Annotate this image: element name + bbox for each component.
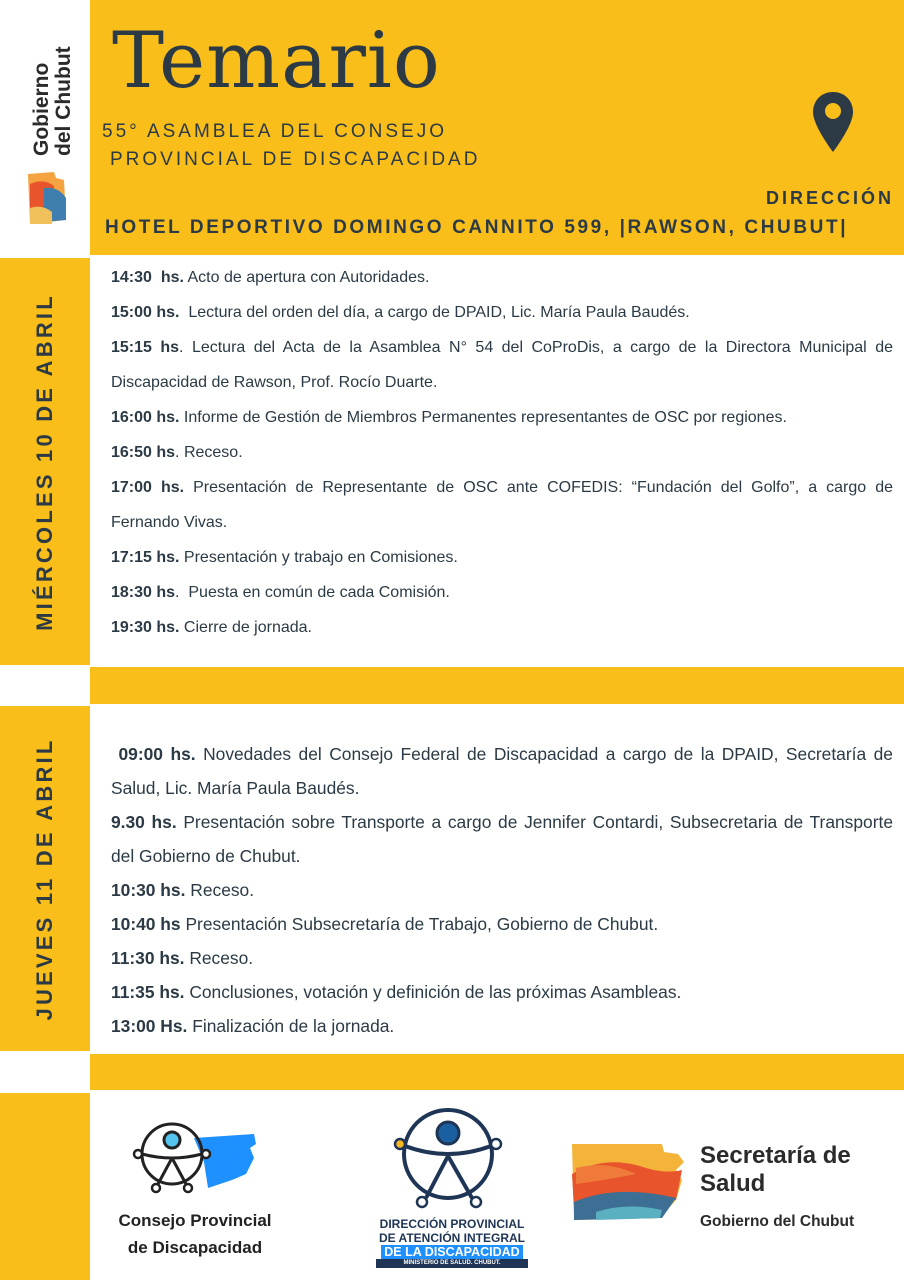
schedule-text: Presentación y trabajo en Comisiones.	[179, 549, 458, 566]
direccion-logo-text	[362, 1217, 542, 1268]
consejo-line1: Consejo Provincial	[118, 1211, 272, 1230]
schedule-text: . Puesta en común de cada Comisión.	[175, 584, 450, 601]
schedule-item	[111, 941, 893, 975]
address-text: HOTEL DEPORTIVO DOMINGO CANNITO 599, |RAWSON, CHUBUT|	[105, 217, 849, 238]
schedule-time: 16:00 hs.	[111, 409, 180, 426]
schedule-time: 13:00 Hs.	[111, 1016, 188, 1036]
page-title: Temario	[112, 16, 441, 106]
schedule-item	[111, 805, 898, 873]
gov-logo-line2: del Chubut	[52, 46, 75, 156]
consejo-logo-icon	[132, 1118, 258, 1198]
day1-label: MIÉRCOLES 10 DE ABRIL	[32, 292, 57, 631]
direccion-line2: DE ATENCIÓN INTEGRAL	[379, 1231, 525, 1245]
schedule-time: 11:35 hs.	[111, 982, 185, 1002]
day2-schedule	[111, 737, 898, 1043]
schedule-text: Novedades del Consejo Federal de Discapacidad a cargo de la DPAID, Secretaría de Salud, Lic. María Paula Baudés.	[111, 744, 898, 798]
accessibility-person-icon	[390, 1106, 510, 1212]
divider-strip	[90, 667, 904, 704]
schedule-item	[111, 295, 893, 330]
schedule-text: Acto de apertura con Autoridades.	[183, 269, 430, 286]
schedule-text: Receso.	[185, 880, 255, 900]
direccion-line1: DIRECCIÓN PROVINCIAL	[379, 1217, 525, 1231]
secretaria-line2: Salud	[700, 1170, 766, 1197]
schedule-time: 18:30 hs	[111, 584, 176, 601]
schedule-item	[111, 400, 893, 435]
schedule-item	[111, 1009, 893, 1043]
footer-sidebar	[0, 1093, 90, 1280]
schedule-time: 9.30 hs.	[111, 812, 177, 832]
schedule-text: Cierre de jornada.	[179, 619, 312, 636]
gov-chubut-logo-icon	[24, 168, 68, 228]
schedule-time: 11:30 hs.	[111, 948, 185, 968]
schedule-text: Informe de Gestión de Miembros Permanentes representantes de OSC por regiones.	[179, 409, 787, 426]
schedule-item	[111, 260, 893, 295]
direccion-line3: DE LA DISCAPACIDAD	[381, 1245, 522, 1259]
schedule-item	[111, 873, 893, 907]
schedule-text: Presentación de Representante de OSC ante COFEDIS: “Fundación del Golfo”, a cargo de Fernando Vivas.	[111, 479, 898, 531]
schedule-time: 15:15 hs	[111, 339, 180, 356]
gov-chubut-logo-text	[2, 28, 88, 158]
location-pin-icon	[811, 90, 855, 154]
chubut-map-icon	[194, 1134, 256, 1188]
subtitle-line2: PROVINCIAL DE DISCAPACIDAD	[110, 149, 481, 170]
direccion-line4: MINISTERIO DE SALUD. CHUBUT.	[376, 1259, 528, 1268]
schedule-text: Presentación Subsecretaría de Trabajo, Gobierno de Chubut.	[180, 914, 659, 934]
secretaria-line3: Gobierno del Chubut	[700, 1213, 855, 1230]
salud-landscape-logo-icon	[566, 1140, 688, 1224]
schedule-item	[111, 540, 893, 575]
day1-schedule	[111, 260, 898, 645]
schedule-item	[111, 470, 898, 540]
schedule-item	[111, 737, 898, 805]
secretaria-line1: Secretaría de	[700, 1142, 851, 1169]
schedule-item	[111, 330, 898, 400]
schedule-time: 10:30 hs.	[111, 880, 186, 900]
day1-sidebar	[0, 258, 90, 665]
schedule-time: 15:00 hs.	[111, 304, 180, 321]
consejo-line2: de Discapacidad	[127, 1238, 263, 1257]
divider-strip	[90, 1054, 904, 1090]
subtitle-line1: 55° ASAMBLEA DEL CONSEJO	[102, 121, 448, 142]
schedule-time: 16:50 hs	[111, 444, 176, 461]
schedule-text: Receso.	[184, 948, 254, 968]
address-label: DIRECCIÓN	[765, 188, 894, 208]
secretaria-logo-text	[700, 1142, 854, 1236]
schedule-text: . Receso.	[175, 444, 243, 461]
gov-logo-column	[0, 0, 90, 255]
schedule-item	[111, 975, 893, 1009]
schedule-item	[111, 610, 893, 645]
schedule-item	[111, 575, 893, 610]
schedule-time: 17:15 hs.	[111, 549, 180, 566]
schedule-item	[111, 907, 893, 941]
day2-sidebar	[0, 706, 90, 1051]
schedule-time: 10:40 hs	[111, 914, 181, 934]
schedule-text: Presentación sobre Transporte a cargo de Jennifer Contardi, Subsecretaria de Transporte del Gobierno de Chubut.	[111, 812, 898, 866]
schedule-time: 14:30 hs.	[111, 269, 184, 286]
schedule-text: Lectura del orden del día, a cargo de DPAID, Lic. María Paula Baudés.	[179, 304, 690, 321]
consejo-logo-text	[100, 1207, 290, 1261]
schedule-text: Conclusiones, votación y definición de las próximas Asambleas.	[184, 982, 682, 1002]
schedule-time: 09:00 hs.	[111, 744, 196, 764]
schedule-text: . Lectura del Acta de la Asamblea N° 54 del CoProDis, a cargo de la Directora Municipal de Discapacidad de Rawson, Prof. Rocío Duarte.	[111, 339, 898, 391]
schedule-time: 19:30 hs.	[111, 619, 180, 636]
gov-logo-line1: Gobierno	[30, 62, 53, 156]
schedule-text: Finalización de la jornada.	[187, 1016, 395, 1036]
day2-label: JUEVES 11 DE ABRIL	[32, 737, 57, 1020]
schedule-time: 17:00 hs.	[111, 479, 185, 496]
schedule-item	[111, 435, 893, 470]
